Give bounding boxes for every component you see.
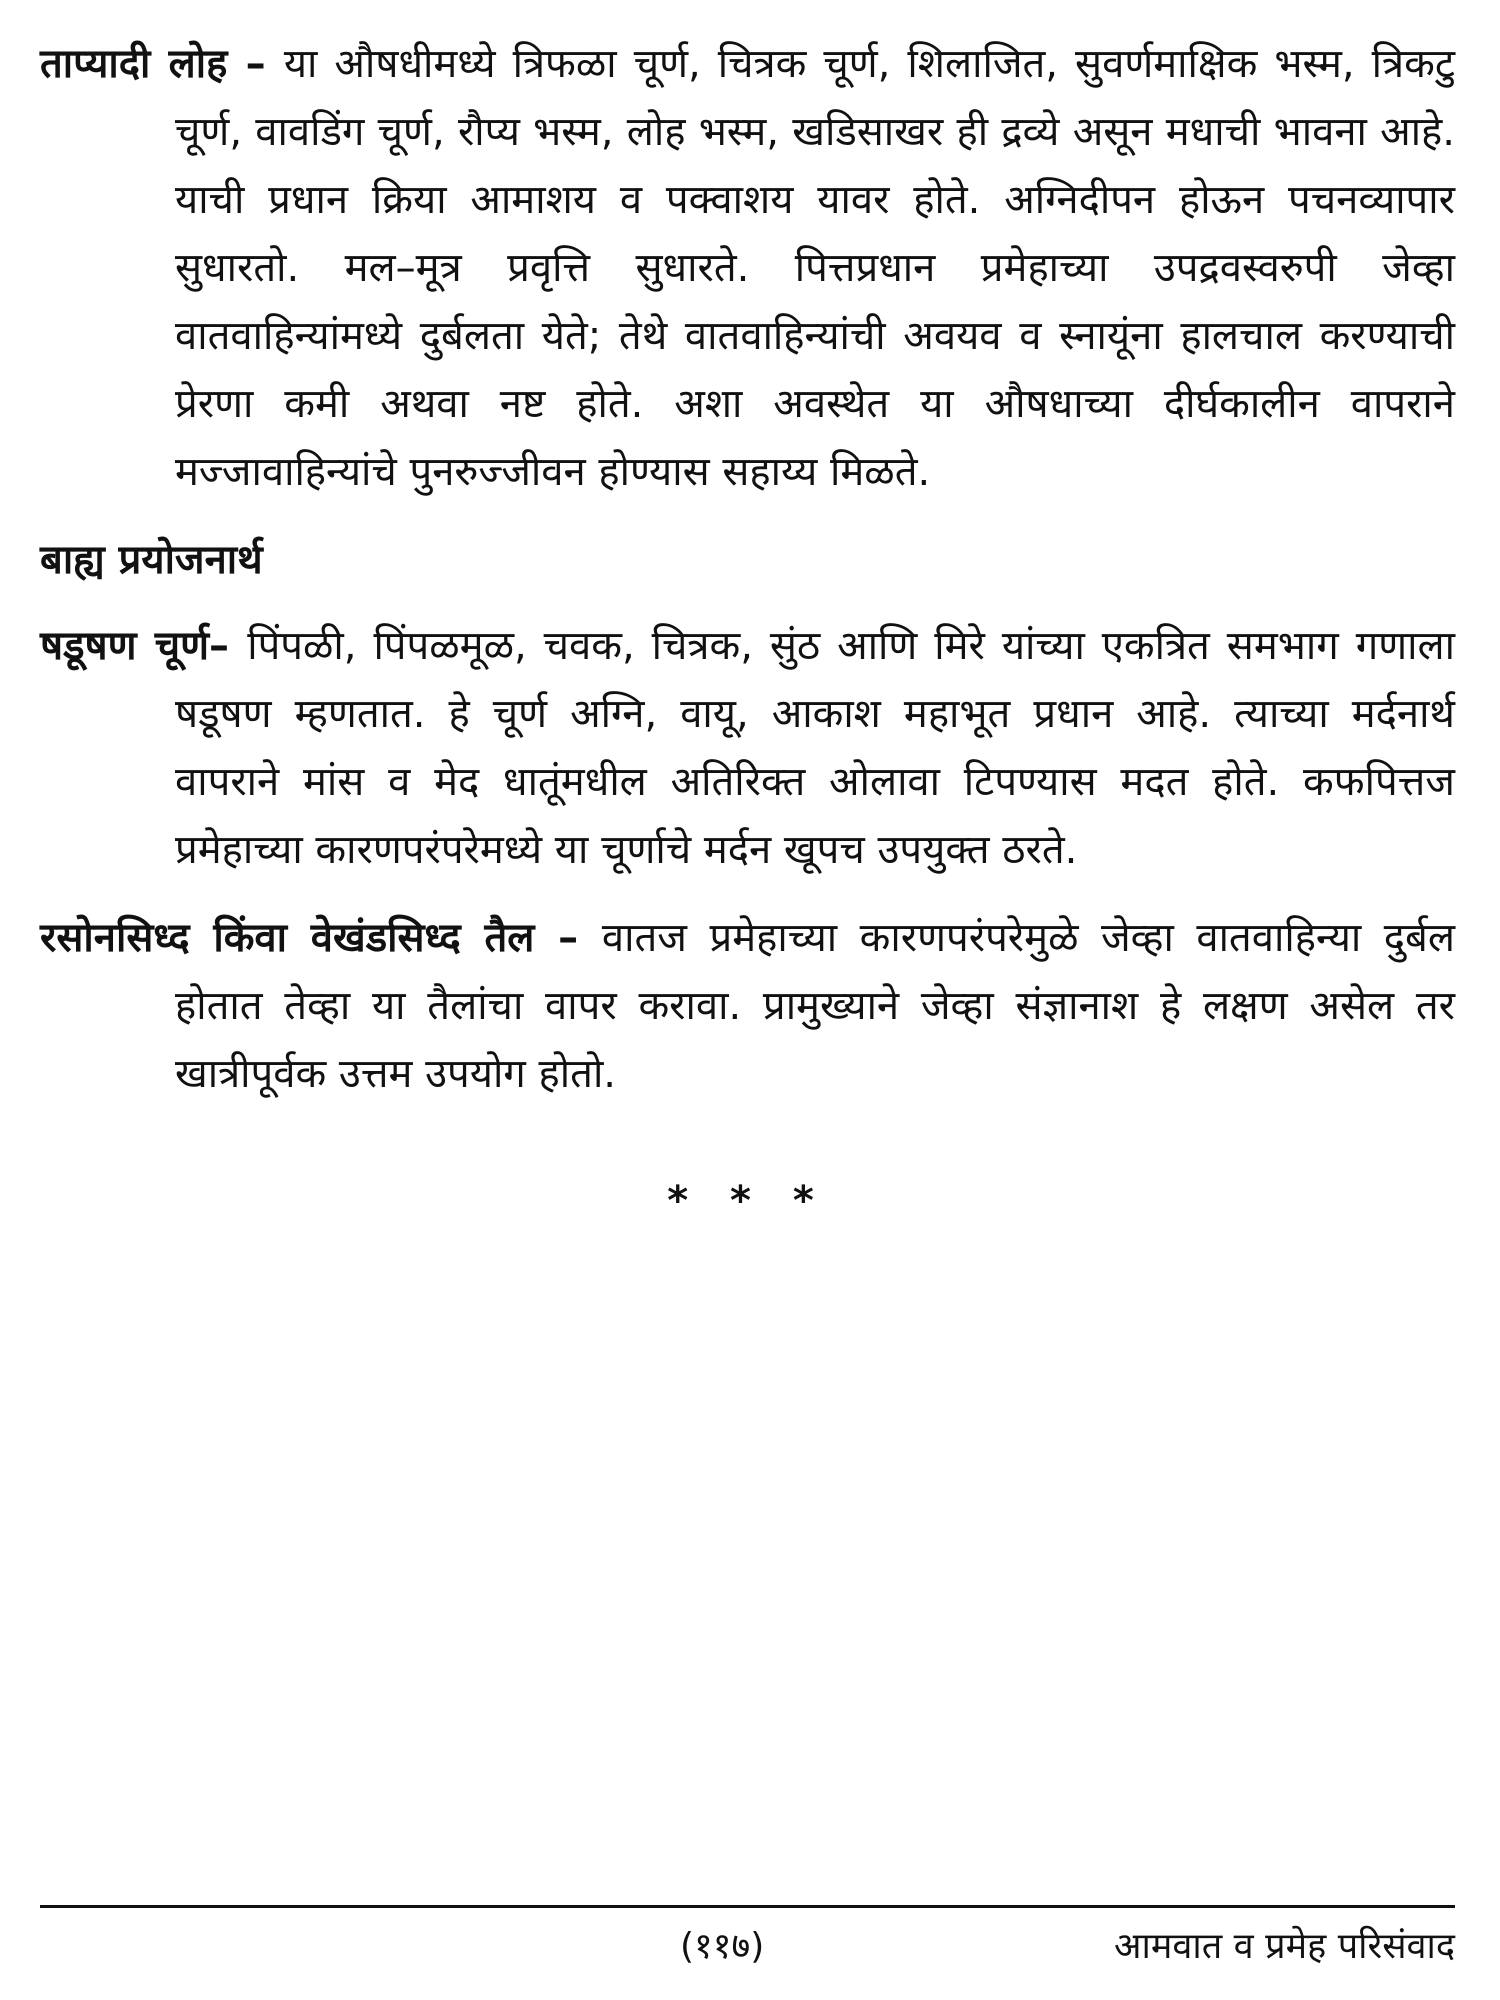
entry-term: षडूषण चूर्ण [40,623,210,669]
entry-term: ताप्यादी लोह [40,41,228,87]
entry-dash: – [227,41,284,87]
entry-dash: – [534,915,602,961]
footer-divider [40,1905,1455,1908]
running-title: आमवात व प्रमेह परिसंवाद [1114,1926,1455,1967]
page-footer [40,1920,1455,1970]
section-separator: * * * [667,1178,828,1224]
entry-rasona-taila [40,904,1455,1108]
section-heading: बाह्य प्रयोजनार्थ [40,537,263,583]
entry-dash: – [209,623,248,669]
entry-tapyadi-loh [40,30,1455,506]
document-page [40,30,1455,1967]
entry-shadushan-churna [40,612,1455,884]
entry-text: या औषधीमध्ये त्रिफळा चूर्ण, चित्रक चूर्ण, शिलाजित, सुवर्णमाक्षिक भस्म, त्रिकटु चूर्ण, वावडिंग चूर्ण, रौप्य भस्म, लोह भस्म, खडिसाखर ही द्रव्ये असून मधाची भावना आहे. याची प्रधान क्रिया आमाशय व पक्वाशय यावर होते. अग्निदीपन होऊन पचनव्यापार सुधारतो. मल–मूत्र प्रवृत्ति सुधारते. पित्तप्रधान प्रमेहाच्या उपद्रवस्वरुपी जेव्हा वातवाहिन्यांमध्ये दुर्बलता येते; तेथे वातवाहिन्यांची अवयव व स्नायूंना हालचाल करण्याची प्रेरणा कमी अथवा नष्ट होते. अशा अवस्थेत या औषधाच्या दीर्घकालीन वापराने मज्जावाहिन्यांचे पुनरुज्जीवन होण्यास सहाय्य मिळते. [175,41,1455,495]
entry-term: रसोनसिध्द किंवा वेखंडसिध्द तैल [40,915,535,961]
entry-text: वातज प्रमेहाच्या कारणपरंपरेमुळे जेव्हा वातवाहिन्या दुर्बल होतात तेव्हा या तैलांचा वापर करावा. प्रामुख्याने जेव्हा संज्ञानाश हे लक्षण असेल तर खात्रीपूर्वक उत्तम उपयोग होतो. [175,915,1455,1097]
entry-text: पिंपळी, पिंपळमूळ, चवक, चित्रक, सुंठ आणि मिरे यांच्या एकत्रित समभाग गणाला षडूषण म्हणतात. हे चूर्ण अग्नि, वायू, आकाश महाभूत प्रधान आहे. त्याच्या मर्दनार्थ वापराने मांस व मेद धातूंमधील अतिरिक्त ओलावा टिपण्यास मदत होते. कफपित्तज प्रमेहाच्या कारणपरंपरेमध्ये या चूर्णाचे मर्दन खूपच उपयुक्त ठरते. [175,623,1455,873]
page-number: (११७) [680,1926,765,1967]
